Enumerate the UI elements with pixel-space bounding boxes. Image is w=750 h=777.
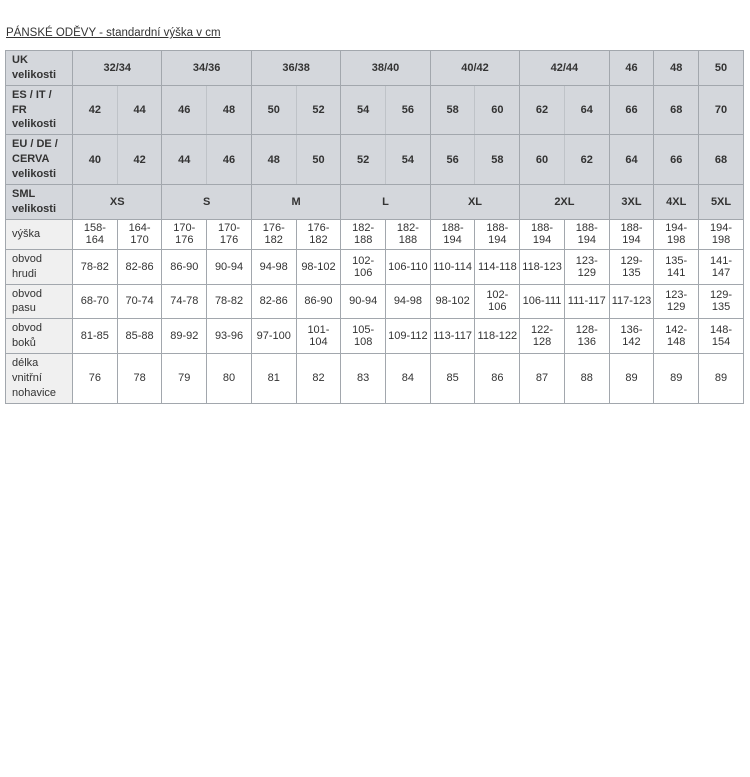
- vyska-value: 176-182: [296, 219, 341, 249]
- eu-de-cerva-sizes-value: 68: [699, 135, 744, 185]
- uk-sizes-value: 34/36: [162, 51, 251, 86]
- obvod-pasu-value: 68-70: [73, 284, 118, 319]
- obvod-pasu-value: 129-135: [699, 284, 744, 319]
- obvod-pasu-value: 94-98: [386, 284, 431, 319]
- eu-de-cerva-sizes-value: 40: [73, 135, 118, 185]
- delka-vnitrni-nohavice-value: 85: [430, 353, 475, 403]
- delka-vnitrni-nohavice-value: 81: [251, 353, 296, 403]
- obvod-hrudi-value: 123-129: [564, 249, 609, 284]
- data-row-delka-vnitrni-nohavice: [6, 353, 744, 403]
- obvod-boku-value: 109-112: [386, 319, 431, 354]
- obvod-boku-value: 101-104: [296, 319, 341, 354]
- obvod-pasu-value: 123-129: [654, 284, 699, 319]
- eu-de-cerva-sizes-value: 56: [430, 135, 475, 185]
- obvod-boku-value: 122-128: [520, 319, 565, 354]
- sml-sizes-value: 3XL: [609, 185, 654, 220]
- sml-sizes-value: XS: [73, 185, 162, 220]
- obvod-pasu-value: 111-117: [564, 284, 609, 319]
- page-title: PÁNSKÉ ODĚVY - standardní výška v cm: [6, 27, 221, 39]
- obvod-hrudi-value: 135-141: [654, 249, 699, 284]
- obvod-hrudi-value: 114-118: [475, 249, 520, 284]
- vyska-value: 188-194: [475, 219, 520, 249]
- obvod-pasu-value: 86-90: [296, 284, 341, 319]
- obvod-boku-value: 118-122: [475, 319, 520, 354]
- es-it-fr-sizes-value: 46: [162, 85, 207, 135]
- obvod-pasu-value: 106-111: [520, 284, 565, 319]
- es-it-fr-sizes-value: 60: [475, 85, 520, 135]
- obvod-pasu-value: 98-102: [430, 284, 475, 319]
- uk-sizes-value: 36/38: [251, 51, 340, 86]
- row-label-uk-sizes: UK velikosti: [6, 51, 73, 86]
- header-row-uk-sizes: [6, 51, 744, 86]
- obvod-pasu-value: 117-123: [609, 284, 654, 319]
- uk-sizes-value: 42/44: [520, 51, 609, 86]
- delka-vnitrni-nohavice-value: 84: [386, 353, 431, 403]
- obvod-hrudi-value: 86-90: [162, 249, 207, 284]
- vyska-value: 182-188: [341, 219, 386, 249]
- es-it-fr-sizes-value: 70: [699, 85, 744, 135]
- data-row-obvod-pasu: [6, 284, 744, 319]
- obvod-hrudi-value: 129-135: [609, 249, 654, 284]
- obvod-hrudi-value: 110-114: [430, 249, 475, 284]
- obvod-hrudi-value: 82-86: [117, 249, 162, 284]
- eu-de-cerva-sizes-value: 52: [341, 135, 386, 185]
- delka-vnitrni-nohavice-value: 86: [475, 353, 520, 403]
- sml-sizes-value: 5XL: [699, 185, 744, 220]
- es-it-fr-sizes-value: 54: [341, 85, 386, 135]
- uk-sizes-value: 48: [654, 51, 699, 86]
- size-chart-body: [6, 51, 744, 404]
- data-row-obvod-hrudi: [6, 249, 744, 284]
- vyska-value: 170-176: [207, 219, 252, 249]
- eu-de-cerva-sizes-value: 44: [162, 135, 207, 185]
- eu-de-cerva-sizes-value: 64: [609, 135, 654, 185]
- eu-de-cerva-sizes-value: 42: [117, 135, 162, 185]
- es-it-fr-sizes-value: 48: [207, 85, 252, 135]
- mens-size-chart-table: [5, 50, 744, 404]
- vyska-value: 182-188: [386, 219, 431, 249]
- uk-sizes-value: 38/40: [341, 51, 430, 86]
- obvod-boku-value: 93-96: [207, 319, 252, 354]
- row-label-es-it-fr-sizes: ES / IT / FR velikosti: [6, 85, 73, 135]
- vyska-value: 194-198: [699, 219, 744, 249]
- eu-de-cerva-sizes-value: 58: [475, 135, 520, 185]
- header-row-eu-de-cerva-sizes: [6, 135, 744, 185]
- obvod-boku-value: 128-136: [564, 319, 609, 354]
- eu-de-cerva-sizes-value: 62: [564, 135, 609, 185]
- eu-de-cerva-sizes-value: 66: [654, 135, 699, 185]
- obvod-pasu-value: 82-86: [251, 284, 296, 319]
- row-label-obvod-pasu: obvod pasu: [6, 284, 73, 319]
- vyska-value: 188-194: [609, 219, 654, 249]
- obvod-hrudi-value: 141-147: [699, 249, 744, 284]
- vyska-value: 170-176: [162, 219, 207, 249]
- row-label-delka-vnitrni-nohavice: délka vnitřní nohavice: [6, 353, 73, 403]
- obvod-hrudi-value: 106-110: [386, 249, 431, 284]
- row-label-obvod-hrudi: obvod hrudi: [6, 249, 73, 284]
- es-it-fr-sizes-value: 58: [430, 85, 475, 135]
- vyska-value: 188-194: [520, 219, 565, 249]
- sml-sizes-value: L: [341, 185, 430, 220]
- uk-sizes-value: 46: [609, 51, 654, 86]
- vyska-value: 158-164: [73, 219, 118, 249]
- delka-vnitrni-nohavice-value: 89: [699, 353, 744, 403]
- obvod-hrudi-value: 118-123: [520, 249, 565, 284]
- delka-vnitrni-nohavice-value: 78: [117, 353, 162, 403]
- row-label-sml-sizes: SML velikosti: [6, 185, 73, 220]
- delka-vnitrni-nohavice-value: 89: [609, 353, 654, 403]
- es-it-fr-sizes-value: 56: [386, 85, 431, 135]
- uk-sizes-value: 32/34: [73, 51, 162, 86]
- delka-vnitrni-nohavice-value: 79: [162, 353, 207, 403]
- vyska-value: 188-194: [430, 219, 475, 249]
- header-row-es-it-fr-sizes: [6, 85, 744, 135]
- row-label-obvod-boku: obvod boků: [6, 319, 73, 354]
- es-it-fr-sizes-value: 68: [654, 85, 699, 135]
- delka-vnitrni-nohavice-value: 89: [654, 353, 699, 403]
- eu-de-cerva-sizes-value: 60: [520, 135, 565, 185]
- es-it-fr-sizes-value: 66: [609, 85, 654, 135]
- delka-vnitrni-nohavice-value: 83: [341, 353, 386, 403]
- obvod-hrudi-value: 78-82: [73, 249, 118, 284]
- obvod-boku-value: 148-154: [699, 319, 744, 354]
- delka-vnitrni-nohavice-value: 80: [207, 353, 252, 403]
- uk-sizes-value: 40/42: [430, 51, 519, 86]
- es-it-fr-sizes-value: 42: [73, 85, 118, 135]
- obvod-pasu-value: 70-74: [117, 284, 162, 319]
- obvod-hrudi-value: 98-102: [296, 249, 341, 284]
- header-row-sml-sizes: [6, 185, 744, 220]
- data-row-vyska: [6, 219, 744, 249]
- obvod-boku-value: 89-92: [162, 319, 207, 354]
- obvod-boku-value: 113-117: [430, 319, 475, 354]
- vyska-value: 188-194: [564, 219, 609, 249]
- obvod-pasu-value: 102-106: [475, 284, 520, 319]
- vyska-value: 194-198: [654, 219, 699, 249]
- delka-vnitrni-nohavice-value: 88: [564, 353, 609, 403]
- obvod-pasu-value: 78-82: [207, 284, 252, 319]
- obvod-boku-value: 142-148: [654, 319, 699, 354]
- eu-de-cerva-sizes-value: 54: [386, 135, 431, 185]
- data-row-obvod-boku: [6, 319, 744, 354]
- sml-sizes-value: 2XL: [520, 185, 609, 220]
- sml-sizes-value: S: [162, 185, 251, 220]
- obvod-pasu-value: 74-78: [162, 284, 207, 319]
- obvod-boku-value: 136-142: [609, 319, 654, 354]
- sml-sizes-value: M: [251, 185, 340, 220]
- eu-de-cerva-sizes-value: 46: [207, 135, 252, 185]
- uk-sizes-value: 50: [699, 51, 744, 86]
- row-label-vyska: výška: [6, 219, 73, 249]
- delka-vnitrni-nohavice-value: 76: [73, 353, 118, 403]
- sml-sizes-value: 4XL: [654, 185, 699, 220]
- obvod-hrudi-value: 90-94: [207, 249, 252, 284]
- vyska-value: 164-170: [117, 219, 162, 249]
- eu-de-cerva-sizes-value: 48: [251, 135, 296, 185]
- eu-de-cerva-sizes-value: 50: [296, 135, 341, 185]
- obvod-hrudi-value: 94-98: [251, 249, 296, 284]
- es-it-fr-sizes-value: 52: [296, 85, 341, 135]
- vyska-value: 176-182: [251, 219, 296, 249]
- delka-vnitrni-nohavice-value: 82: [296, 353, 341, 403]
- obvod-boku-value: 105-108: [341, 319, 386, 354]
- es-it-fr-sizes-value: 50: [251, 85, 296, 135]
- obvod-pasu-value: 90-94: [341, 284, 386, 319]
- sml-sizes-value: XL: [430, 185, 519, 220]
- es-it-fr-sizes-value: 44: [117, 85, 162, 135]
- row-label-eu-de-cerva-sizes: EU / DE / CERVA velikosti: [6, 135, 73, 185]
- delka-vnitrni-nohavice-value: 87: [520, 353, 565, 403]
- es-it-fr-sizes-value: 64: [564, 85, 609, 135]
- es-it-fr-sizes-value: 62: [520, 85, 565, 135]
- obvod-boku-value: 85-88: [117, 319, 162, 354]
- obvod-boku-value: 81-85: [73, 319, 118, 354]
- obvod-hrudi-value: 102-106: [341, 249, 386, 284]
- obvod-boku-value: 97-100: [251, 319, 296, 354]
